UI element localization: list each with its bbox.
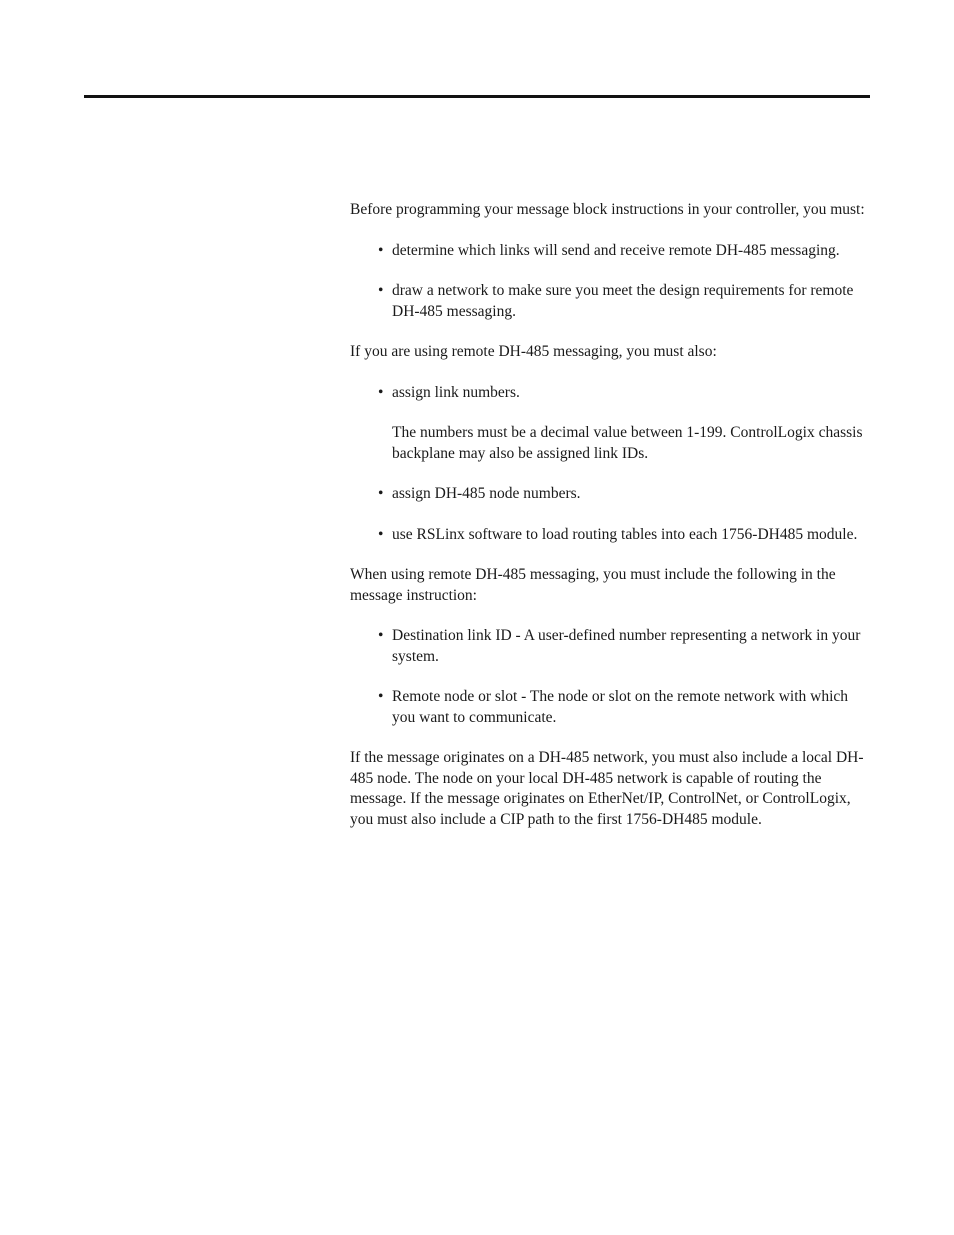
list-item-text: assign link numbers.: [392, 383, 520, 401]
bullet-icon: •: [378, 241, 384, 259]
list-item-text: determine which links will send and receive remote DH-485 messaging.: [392, 241, 840, 259]
list-item-text: assign DH-485 node numbers.: [392, 485, 581, 502]
list-item-text: Destination link ID - A user-defined number representing a network in your system.: [392, 627, 861, 665]
bullet-icon: •: [378, 627, 384, 644]
bullet-icon: •: [378, 383, 384, 401]
remote-requirements-list: [350, 383, 870, 546]
bullet-icon: •: [378, 282, 384, 299]
instruction-fields-list: [350, 626, 870, 728]
main-content: [350, 200, 870, 850]
list-item: [350, 281, 870, 322]
message-instruction-paragraph: When using remote DH-485 messaging, you must include the following in the message instruction:: [350, 566, 836, 604]
bullet-icon: •: [378, 485, 384, 502]
origin-paragraph: If the message originates on a DH-485 network, you must also include a local DH-485 node. The node on your local DH-485 network is capable of routing the message. If the message originates on EtherNet/IP, ControlNet, or ControlLogix, you must also include a CIP path to the first 1756-DH485 module.: [350, 749, 864, 828]
intro-paragraph: Before programming your message block instructions in your controller, you must:: [350, 201, 865, 218]
bullet-icon: •: [378, 688, 384, 705]
list-item: [350, 525, 870, 546]
list-item-note: The numbers must be a decimal value between 1-199. ControlLogix chassis backplane may also be assigned link IDs.: [392, 424, 863, 462]
list-item: [350, 383, 870, 465]
requirements-list: [350, 241, 870, 323]
header-rule: [84, 95, 870, 98]
list-item: [350, 484, 870, 505]
list-item: [350, 241, 870, 262]
list-item: [350, 687, 870, 728]
bullet-icon: •: [378, 525, 384, 543]
list-item-text: use RSLinx software to load routing tables into each 1756-DH485 module.: [392, 525, 858, 543]
list-item-text: draw a network to make sure you meet the design requirements for remote DH-485 messaging.: [392, 282, 854, 320]
remote-messaging-paragraph: If you are using remote DH-485 messaging, you must also:: [350, 343, 717, 360]
list-item-text: Remote node or slot - The node or slot on the remote network with which you want to communicate.: [392, 688, 849, 726]
list-item: [350, 626, 870, 667]
